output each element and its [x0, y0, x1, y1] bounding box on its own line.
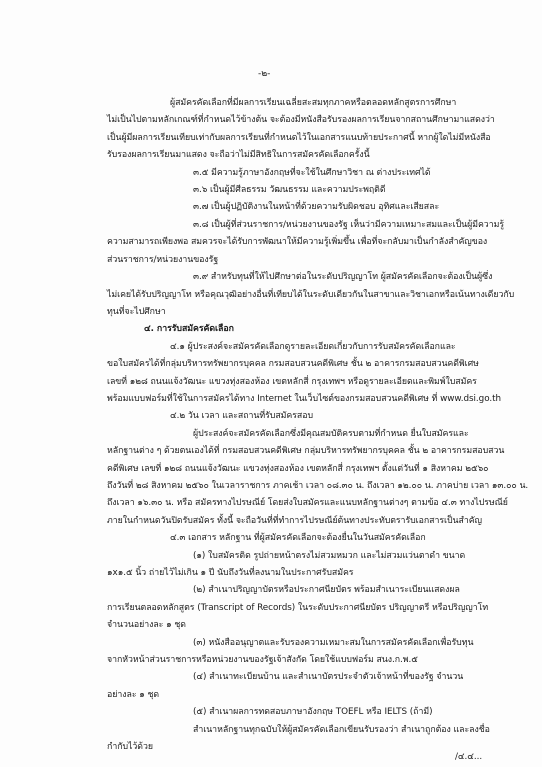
paragraph-line: จำนวนอย่างละ ๑ ชุด [107, 620, 186, 631]
section-heading: ๔. การรับสมัครคัดเลือก [144, 324, 234, 335]
paragraph-line: เป็นผู้มีผลการเรียนเทียบเท่ากับผลการเรียนที่กำหนดไว้ในเอกสารแนบท้ายประกาศนี้ หากผู้ใดไม่มีหนังสือ [107, 132, 491, 143]
paragraph-line: ส่วนราชการ/หน่วยงานของรัฐ [107, 254, 219, 265]
paragraph-line: ภายในกำหนดวันปิดรับสมัคร ทั้งนี้ จะถือวันที่ที่ทำการไปรษณีย์ต้นทางประทับตรารับเอกสารเป็นสำคัญ [107, 515, 483, 526]
paragraph-line: ทุนที่จะไปศึกษา [107, 306, 166, 317]
list-item: ๓.๕ มีความรู้ภาษาอังกฤษที่จะใช้ในศึกษาวิชา ณ ต่างประเทศได้ [193, 167, 431, 178]
paragraph-line: อย่างละ ๑ ชุด [107, 689, 160, 700]
paragraph-line: ๑x๑.๕ นิ้ว ถ่ายไว้ไม่เกิน ๑ ปี นับถึงวันที่ลงนามในประกาศรับสมัคร [107, 567, 354, 578]
paragraph-line: ถึงเวลา ๑๖.๓๐ น. หรือ สมัครทางไปรษณีย์ โดยส่งใบสมัครและแนบหลักฐานต่างๆ ตามข้อ ๔.๓ ทางไปรษณีย์ [107, 498, 508, 509]
list-item: ๓.๖ เป็นผู้มีศีลธรรม วัฒนธรรม และความประพฤติดี [193, 185, 386, 195]
paragraph-line: รับรองผลการเรียนมาแสดง จะถือว่าไม่มีสิทธิในการสมัครคัดเลือกครั้งนี้ [107, 150, 370, 161]
paragraph-line: ผู้ประสงค์จะสมัครคัดเลือกซึ่งมีคุณสมบัติครบตามที่กำหนด ยื่นใบสมัครและ [193, 428, 469, 439]
paragraph-line: คดีพิเศษ เลขที่ ๑๒๘ ถนนแจ้งวัฒนะ แขวงทุ่งสองห้อง เขตหลักสี่ กรุงเทพฯ ตั้งแต่วันที่ ๑ สิงหาคม ๒๕๖๐ [107, 463, 489, 474]
page-number: -๒- [258, 69, 271, 79]
list-item: ๓.๗ เป็นผู้ปฏิบัติงานในหน้าที่ด้วยความรับผิดชอบ อุทิศและเสียสละ [193, 202, 440, 213]
paragraph-line: ไม่เคยได้รับปริญญาโท หรือคุณวุฒิอย่างอื่นที่เทียบได้ในระดับเดียวกันในสาขาและวิชาเอกหรือเน้นทางเดียวกับ [107, 289, 515, 300]
list-item: (๔) สำเนาทะเบียนบ้าน และสำเนาบัตรประจำตัวเจ้าหน้าที่ของรัฐ จำนวน [193, 672, 464, 683]
paragraph-line: ความสามารถเพียงพอ สมควรจะได้รับการพัฒนาให้มีความรู้เพิ่มขึ้น เพื่อที่จะกลับมาเป็นกำลังสำคัญของ [107, 237, 488, 248]
list-item: ๓.๙ สำหรับทุนที่ให้ไปศึกษาต่อในระดับปริญญาโท ผู้สมัครคัดเลือกจะต้องเป็นผู้ซึ่ง [193, 272, 493, 283]
list-item: (๒) สำเนาปริญญาบัตรหรือประกาศนียบัตร พร้อมสำเนาระเบียนแสดงผล [193, 585, 460, 596]
list-item: (๓) หนังสืออนุญาตและรับรองความเหมาะสมในการสมัครคัดเลือกเพื่อรับทุน [193, 637, 474, 648]
list-item: ๔.๒ วัน เวลา และสถานที่รับสมัครสอบ [170, 411, 313, 422]
paragraph-line: ขอใบสมัครได้ที่กลุ่มบริหารทรัพยากรบุคคล กรมสอบสวนคดีพิเศษ ชั้น ๒ อาคารกรมสอบสวนคดีพิเศษ [107, 359, 479, 370]
list-item: ๔.๓ เอกสาร หลักฐาน ที่ผู้สมัครคัดเลือกจะต้องยื่นในวันสมัครคัดเลือก [170, 533, 426, 544]
page-footer: /๔.๔... [455, 752, 483, 762]
list-item: ๓.๘ เป็นผู้ที่ส่วนราชการ/หน่วยงานของรัฐ เห็นว่ามีความเหมาะสมและเป็นผู้มีความรู้ [193, 219, 505, 230]
paragraph-line: พร้อมแบบฟอร์มที่ใช้ในการสมัครได้ทาง Internet ในเว็บไซต์ของกรมสอบสวนคดีพิเศษ ที่ www.dsi.go.th [107, 393, 502, 404]
paragraph-line: จากหัวหน้าส่วนราชการหรือหน่วยงานของรัฐเจ้าสังกัด โดยใช้แบบฟอร์ม สนง.ก.พ.๕ [107, 655, 418, 665]
list-item: ๔.๑ ผู้ประสงค์จะสมัครคัดเลือกดูรายละเอียดเกี่ยวกับการรับสมัครคัดเลือกและ [170, 341, 456, 352]
paragraph-line: เลขที่ ๑๒๘ ถนนแจ้งวัฒนะ แขวงทุ่งสองห้อง เขตหลักสี่ กรุงเทพฯ หรือดูรายละเอียดและพิมพ์ใบสมัคร [107, 376, 477, 387]
paragraph-line: ถึงวันที่ ๒๘ สิงหาคม ๒๕๖๐ ในเวลาราชการ ภาคเช้า เวลา ๐๘.๓๐ น. ถึงเวลา ๑๒.๐๐ น. ภาคบ่าย เวลา ๑๓.๐๐ น. [107, 480, 529, 491]
list-item: (๑) ใบสมัครติด รูปถ่ายหน้าตรงไม่สวมหมวก และไม่สวมแว่นตาดำ ขนาด [193, 550, 466, 561]
list-item: (๕) สำเนาผลการทดสอบภาษาอังกฤษ TOEFL หรือ IELTS (ถ้ามี) [193, 707, 433, 718]
paragraph-line: ไม่เป็นไปตามหลักเกณฑ์ที่กำหนดไว้ข้างต้น จะต้องมีหนังสือรับรองผลการเรียนจากสถานศึกษามาแสดงว่า [107, 115, 495, 126]
paragraph-line: กำกับไว้ด้วย [107, 742, 153, 752]
paragraph-line: หลักฐานต่าง ๆ ด้วยตนเองได้ที่ กรมสอบสวนคดีพิเศษ กลุ่มบริหารทรัพยากรบุคคล ชั้น ๒ อาคารกรมสอบสวน [107, 446, 505, 457]
paragraph-line: การเรียนตลอดหลักสูตร (Transcript of Records) ในระดับประกาศนียบัตร ปริญญาตรี หรือปริญญาโท [107, 602, 489, 613]
paragraph-line: ผู้สมัครคัดเลือกที่มีผลการเรียนเฉลี่ยสะสมทุกภาคหรือตลอดหลักสูตรการศึกษา [170, 98, 457, 108]
paragraph-line: สำเนาหลักฐานทุกฉบับให้ผู้สมัครคัดเลือกเขียนรับรองว่า สำเนาถูกต้อง และลงชื่อ [193, 724, 490, 735]
